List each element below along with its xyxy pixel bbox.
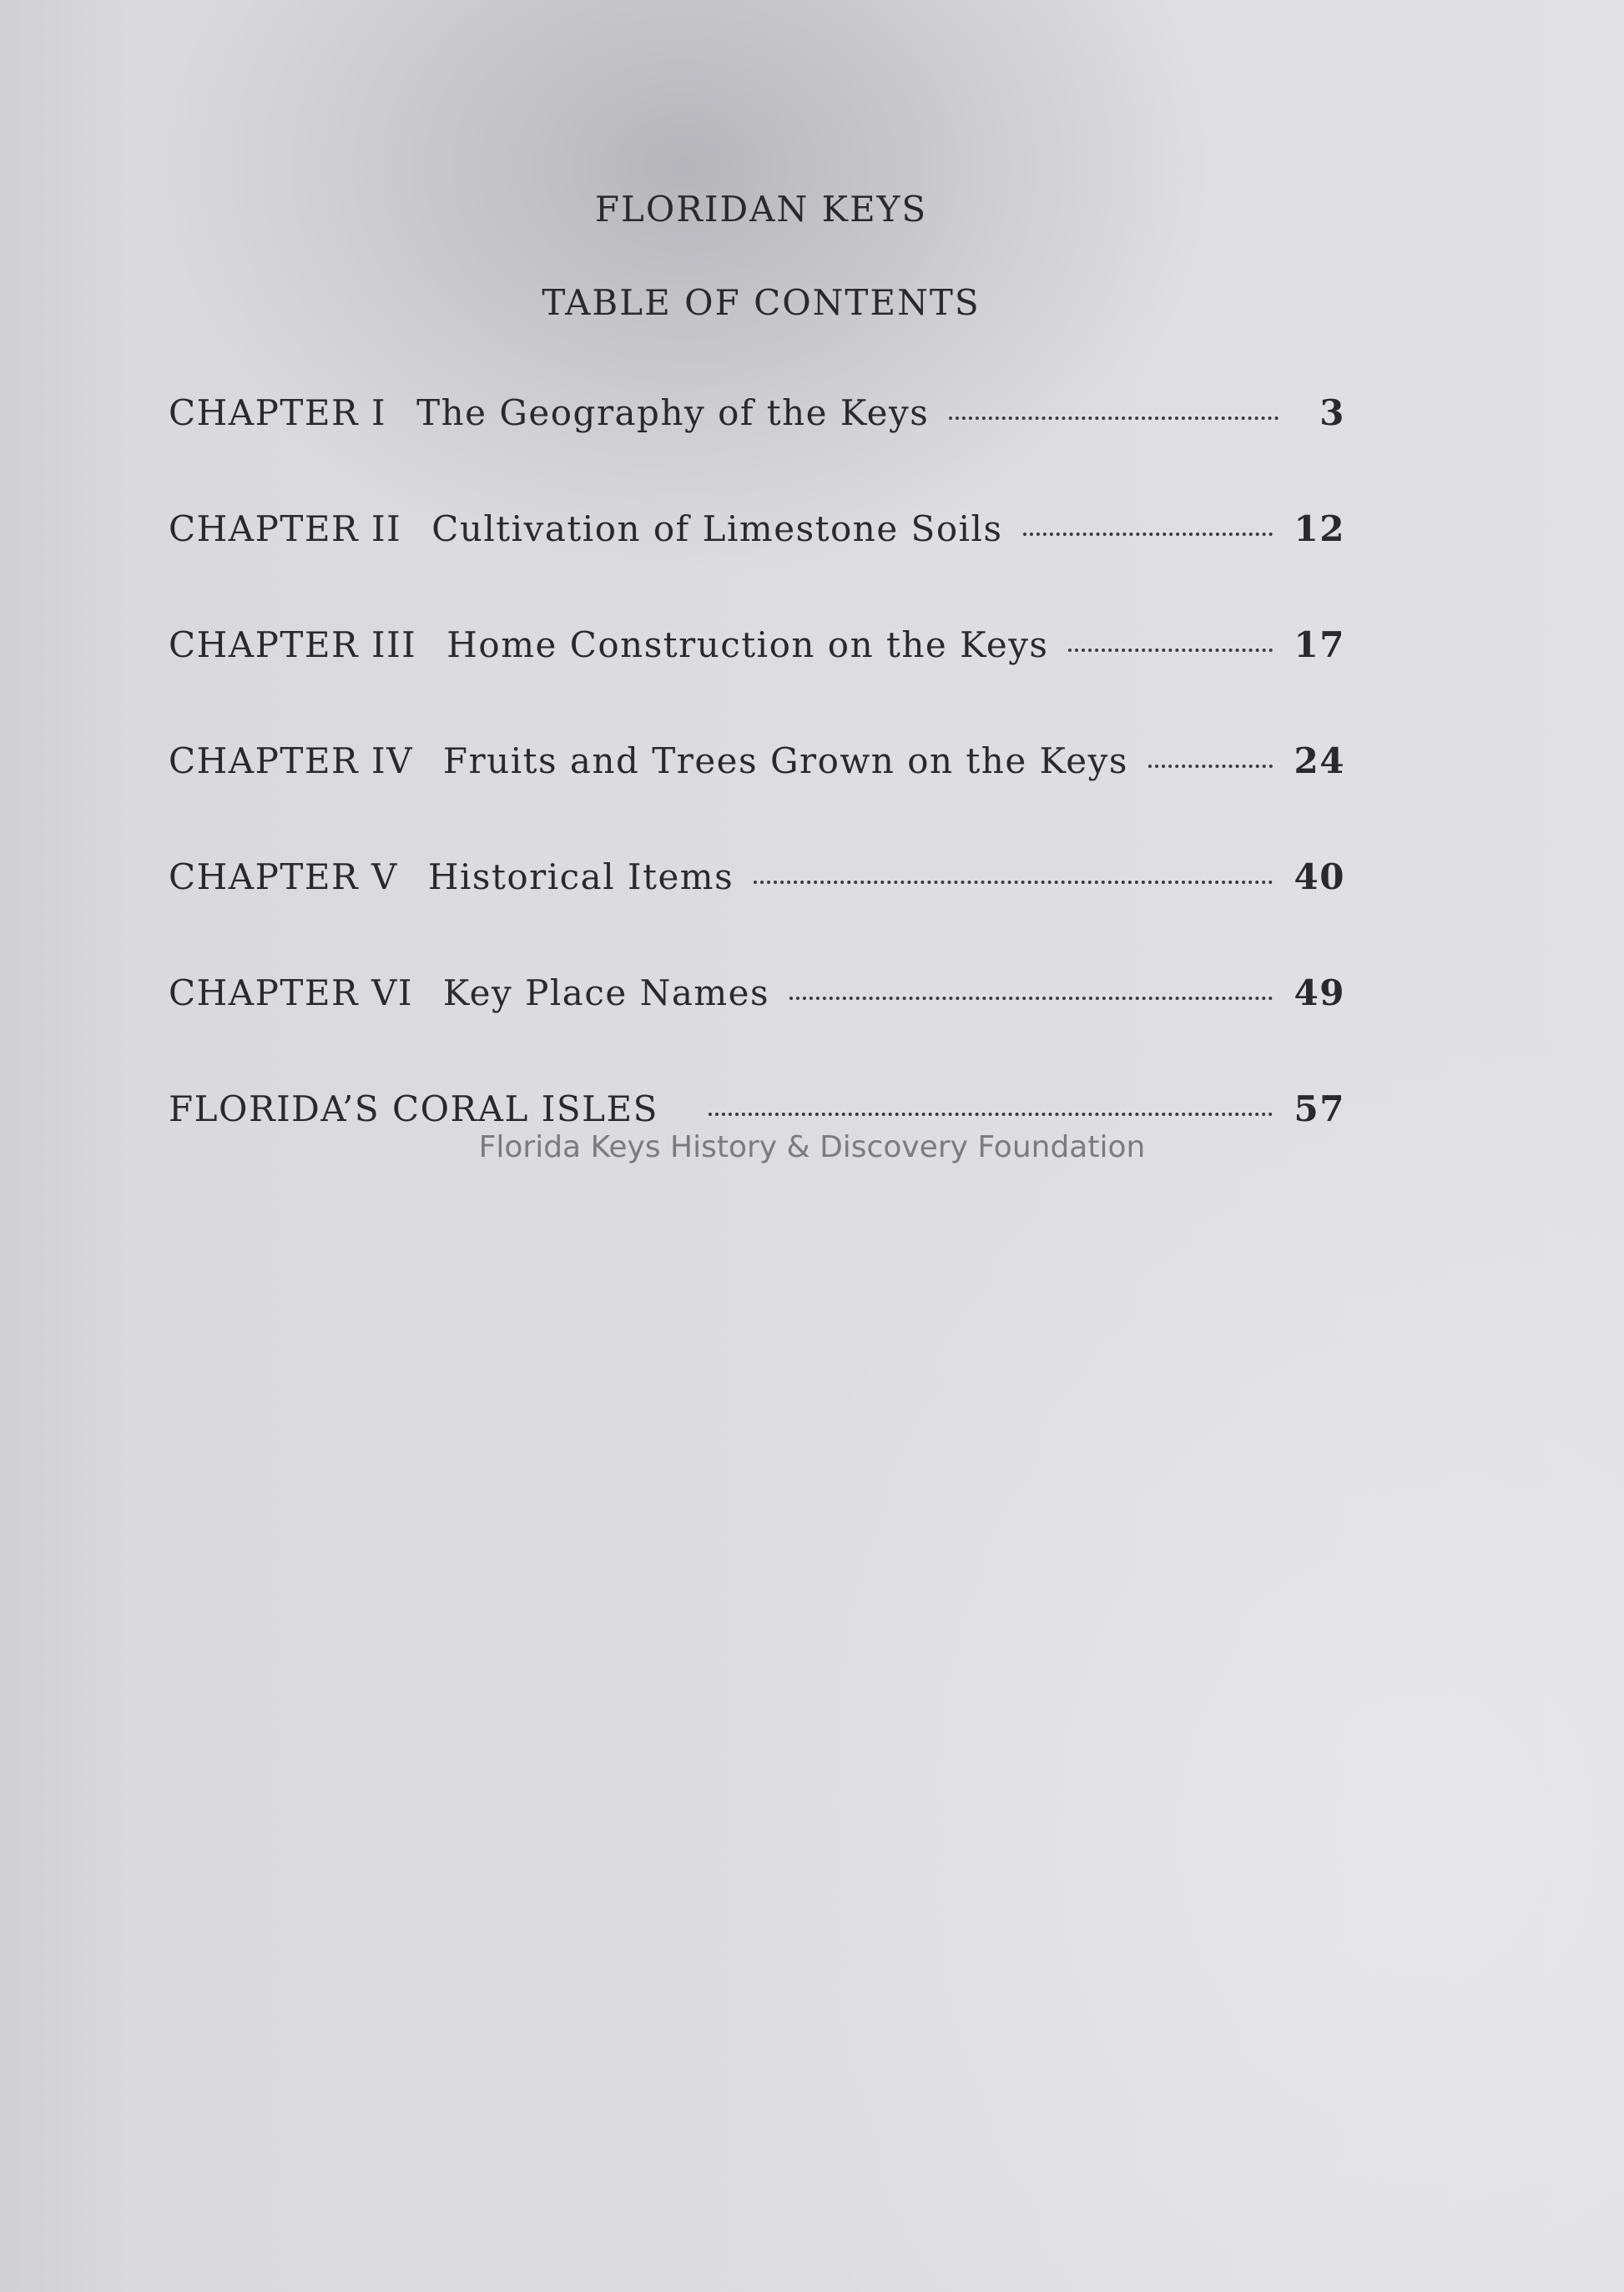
toc-chapter-title: The Geography of the Keys: [416, 392, 930, 433]
toc-chapter-label: CHAPTER III: [169, 624, 417, 665]
toc-chapter-label: CHAPTER II: [169, 508, 402, 549]
toc-entry-chapter-2: [169, 508, 1345, 624]
toc-entry-chapter-6: [169, 972, 1345, 1088]
toc-page-number: 17: [1294, 624, 1345, 665]
toc-chapter-label: CHAPTER V: [169, 856, 398, 897]
toc-dot-leader: [754, 881, 1272, 884]
toc-entry-chapter-5: [169, 856, 1345, 972]
toc-chapter-label: CHAPTER VI: [169, 972, 413, 1013]
toc-dot-leader: [1023, 533, 1273, 536]
toc-page-number: 24: [1294, 740, 1345, 781]
toc-dot-leader: [709, 1113, 1273, 1116]
foundation-watermark: Florida Keys History & Discovery Foundation: [478, 1130, 1146, 1164]
toc-chapter-title: Key Place Names: [442, 972, 770, 1013]
toc-dot-leader: [1068, 649, 1272, 652]
toc-section-label: FLORIDA’S CORAL ISLES: [169, 1088, 658, 1129]
toc-entry-chapter-3: [169, 624, 1345, 740]
toc-chapter-label: CHAPTER IV: [169, 740, 413, 781]
document-title: FLORIDAN KEYS: [594, 189, 928, 230]
toc-page-number: 12: [1294, 508, 1345, 549]
toc-chapter-title: Home Construction on the Keys: [446, 624, 1049, 665]
toc-chapter-title: Cultivation of Limestone Soils: [431, 508, 1003, 549]
toc-page-number: 3: [1319, 392, 1345, 433]
toc-page-number: 49: [1294, 972, 1345, 1013]
toc-entry-chapter-1: [169, 392, 1345, 508]
document-subtitle: TABLE OF CONTENTS: [542, 282, 981, 323]
toc-page-number: 57: [1294, 1088, 1345, 1129]
toc-dot-leader: [949, 416, 1279, 420]
toc-dot-leader: [789, 997, 1272, 1000]
toc-chapter-label: CHAPTER I: [169, 392, 387, 433]
toc-page-number: 40: [1294, 856, 1345, 897]
toc-entry-chapter-4: [169, 740, 1345, 856]
toc-chapter-title: Fruits and Trees Grown on the Keys: [442, 740, 1128, 781]
table-of-contents: [169, 392, 1345, 1204]
toc-dot-leader: [1148, 765, 1273, 768]
toc-chapter-title: Historical Items: [427, 856, 734, 897]
